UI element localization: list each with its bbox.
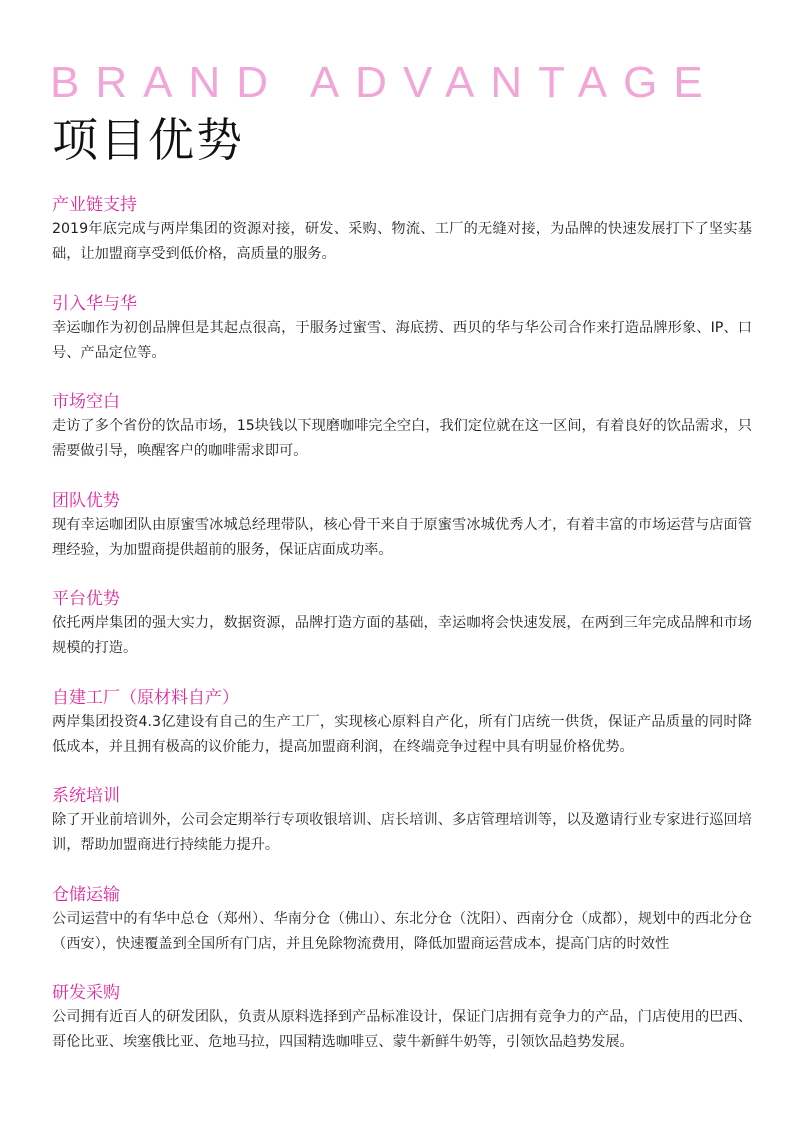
advantage-section (52, 194, 752, 293)
section-title: 研发采购 (52, 983, 120, 1003)
section-body: 公司运营中的有华中总仓（郑州）、华南分仓（佛山）、东北分仓（沈阳）、西南分仓（成都），规划中的西北分仓（西安），快速覆盖到全国所有门店，并且免除物流费用，降低加盟商运营成本，提高门店的时效性 (52, 910, 752, 952)
section-title: 仓储运输 (52, 884, 120, 905)
section-body: 走访了多个省份的饮品市场，15块钱以下现磨咖啡完全空白，我们定位就在这一区间，有着良好的饮品需求，只需要做引导，唤醒客户的咖啡需求即可。 (52, 418, 752, 459)
advantage-section (52, 293, 752, 392)
advantage-section (52, 884, 752, 983)
section-title: 团队优势 (52, 490, 120, 511)
advantage-section (52, 982, 752, 1081)
section-title: 平台优势 (52, 589, 120, 609)
section-body: 两岸集团投资4.3亿建设有自己的生产工厂，实现核心原料自产化，所有门店统一供货，保证产品质量的同时降低成本，并且拥有极高的议价能力，提高加盟商利润，在终端竞争过程中具有明显价格优势。 (52, 713, 752, 755)
advantage-section (52, 490, 752, 589)
advantage-section (52, 588, 752, 687)
section-body: 幸运咖作为初创品牌但是其起点很高，于服务过蜜雪、海底捞、西贝的华与华公司合作来打造品牌形象、IP、口号、产品定位等。 (52, 319, 752, 361)
section-body: 依托两岸集团的强大实力，数据资源，品牌打造方面的基础，幸运咖将会快速发展，在两到三年完成品牌和市场规模的打造。 (52, 615, 752, 656)
section-body: 2019年底完成与两岸集团的资源对接，研发、采购、物流、工厂的无缝对接，为品牌的快速发展打下了坚实基础，让加盟商享受到低价格，高质量的服务。 (52, 221, 752, 262)
section-title: 系统培训 (52, 786, 120, 806)
section-title: 产业链支持 (52, 195, 137, 215)
section-body: 现有幸运咖团队由原蜜雪冰城总经理带队，核心骨干来自于原蜜雪冰城优秀人才，有着丰富的市场运营与店面管理经验，为加盟商提供超前的服务，保证店面成功率。 (52, 516, 752, 558)
section-title: 引入华与华 (52, 293, 137, 314)
eyebrow-heading: BRAND ADVANTAGE (50, 58, 719, 107)
advantage-section (52, 785, 752, 884)
advantage-list (52, 194, 752, 1081)
advantage-section (52, 687, 752, 786)
page-title: 项目优势 (52, 113, 244, 167)
section-body: 公司拥有近百人的研发团队，负责从原料选择到产品标准设计，保证门店拥有竞争力的产品，门店使用的巴西、哥伦比亚、埃塞俄比亚、危地马拉，四国精选咖啡豆、蒙牛新鲜牛奶等，引领饮品趋势发展。 (52, 1009, 752, 1050)
section-title: 市场空白 (52, 392, 120, 412)
section-body: 除了开业前培训外，公司会定期举行专项收银培训、店长培训、多店管理培训等，以及邀请行业专家进行巡回培训，帮助加盟商进行持续能力提升。 (52, 812, 752, 853)
section-title: 自建工厂（原材料自产） (52, 687, 239, 708)
advantage-section (52, 391, 752, 490)
